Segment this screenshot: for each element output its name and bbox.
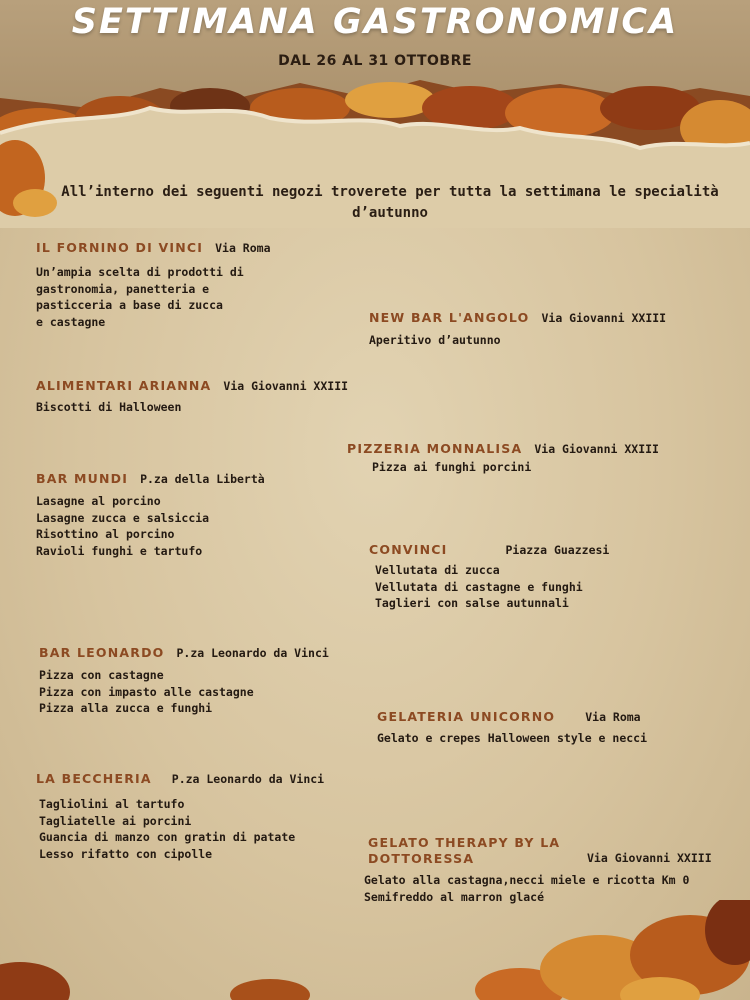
specialty-item: Pizza con castagne [39,668,164,682]
shop-name: GELATERIA UNICORNO [377,709,556,724]
shop-pizzeria-monnalisa [347,441,742,476]
specialty-item: Taglieri con salse autunnali [375,596,569,610]
specialty-item: Biscotti di Halloween [36,400,182,414]
shop-new-bar-l-angolo [369,310,739,349]
shop-gelateria-unicorno [377,709,737,747]
shop-bar-mundi [36,471,356,559]
specialty-item: Guancia di manzo con gratin di patate [39,830,296,844]
specialty-item: Un’ampia scelta di prodotti di [36,265,244,279]
specialty-item: e castagne [36,314,106,329]
page-title: SETTIMANA GASTRONOMICA [71,2,679,42]
shop-gelato-therapy-by-la-dottoressa [364,835,744,905]
shop-address: Via Roma [585,710,641,724]
shop-address: Via Giovanni XXIII [587,851,712,865]
shop-address: P.za della Libertà [140,472,265,486]
shop-name: BAR LEONARDO [39,645,165,660]
shop-name: ALIMENTARI ARIANNA [36,378,212,393]
specialty-item: pasticceria a base di zucca [36,298,223,312]
shop-name: NEW BAR L'ANGOLO [369,310,530,325]
shop-la-beccheria [36,771,376,862]
shop-address: Via Giovanni XXIII [534,442,659,456]
specialty-item: Risottino al porcino [36,527,175,541]
shop-name: IL FORNINO DI VINCI [36,240,204,255]
specialty-item: Lesso rifatto con cipolle [39,846,213,861]
specialty-item: Pizza alla zucca e funghi [39,701,213,715]
specialty-item: Ravioli funghi e tartufo [36,543,203,558]
shop-convinci [369,542,739,612]
specialty-item: Semifreddo al marron glacé [364,889,545,904]
specialty-item: Gelato alla castagna,necci miele e ricotta Km 0 [364,873,690,887]
shop-address: Via Roma [215,241,271,255]
intro-text: All’interno dei seguenti negozi troverete per tutta la settimana le specialità d’autunno [61,184,719,221]
specialty-item: Lasagne zucca e salsiccia [36,510,210,525]
specialty-item: Tagliolini al tartufo [39,797,185,811]
shop-bar-leonardo [39,645,399,717]
autumn-leaves-bottom-decoration [0,900,750,1000]
shop-alimentari-arianna [36,378,456,416]
specialty-item: Pizza con impasto alle castagne [39,684,254,699]
shop-address: Via Giovanni XXIII [223,379,349,393]
shop-address: P.za Leonardo da Vinci [176,646,329,660]
date-range: DAL 26 AL 31 OTTOBRE [278,53,472,69]
shop-address: Piazza Guazzesi [505,543,610,557]
shop-name: GELATO THERAPY BY LA DOTTORESSA [368,835,561,866]
specialty-item: Vellutata di castagne e funghi [375,579,583,594]
shop-name: LA BECCHERIA [36,771,152,786]
shop-name: PIZZERIA MONNALISA [347,441,523,456]
specialty-item: Lasagne al porcino [36,494,161,508]
specialty-item: Pizza ai funghi porcini [372,460,532,474]
shop-address: P.za Leonardo da Vinci [171,772,325,786]
specialty-item: Aperitivo d’autunno [369,333,501,347]
shop-name: BAR MUNDI [36,471,129,486]
specialty-item: Tagliatelle ai porcini [39,813,192,828]
specialty-item: Gelato e crepes Halloween style e necci [377,731,648,745]
shop-address: Via Giovanni XXIII [541,311,667,325]
shop-name: CONVINCI [369,542,448,557]
specialty-item: gastronomia, panetteria e [36,281,210,296]
specialty-item: Vellutata di zucca [375,563,500,577]
shop-il-fornino-di-vinci [36,240,366,330]
